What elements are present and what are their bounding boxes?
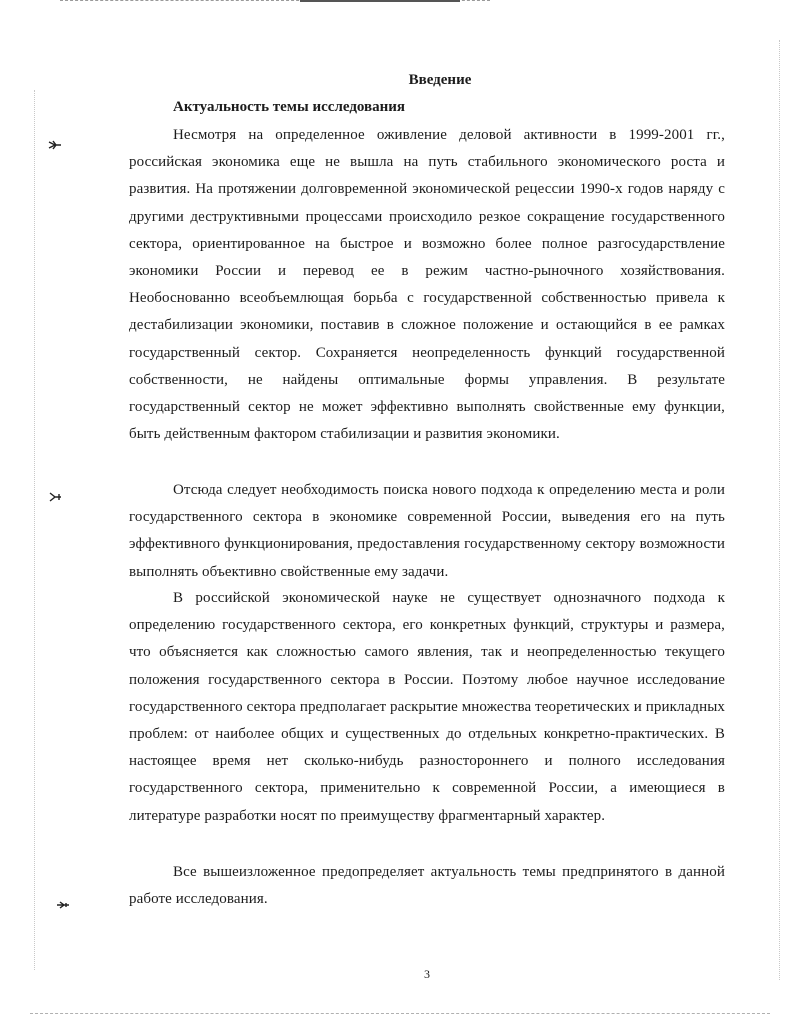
- paragraph-text: В российской экономической науке не существует однозначного подхода к определению государственного сектора, его конкретных функций, структуры и размера, что объясняется как сложностью самого явления, так и неопределенностью текущего положения государственного сектора в России. Поэтому любое научное исследование государственного сектора предполагает раскрытие множества теоретических и прикладных проблем: от наиболее общих и существенных до отдельных конкретно-практических. В настоящее время нет сколько-нибудь разностороннего и полного исследования государственного сектора, применительно к современной России, а имеющиеся в литературе разработки носят по преимуществу фрагментарный характер.: [129, 590, 725, 824]
- page-title: Введение: [408, 72, 472, 88]
- paragraph: [129, 859, 725, 913]
- section-heading: Актуальность темы исследования: [173, 99, 406, 115]
- paragraph-text: Отсюда следует необходимость поиска нового подхода к определению места и роли государственного сектора в экономике современной России, выведения его на путь эффективного функционирования, предоставления государственному сектору возможности выполнять объективно свойственные ему задачи.: [129, 482, 725, 580]
- paragraph: [129, 122, 725, 448]
- scan-artifact-bottom-line: [30, 1013, 770, 1014]
- paragraph: [129, 585, 725, 830]
- page-number: 3: [424, 967, 430, 981]
- paragraph: [129, 477, 725, 586]
- margin-mark-icon: [48, 492, 62, 502]
- paragraph-text: Несмотря на определенное оживление деловой активности в 1999-2001 гг., российская экономика еще не вышла на путь стабильного экономического роста и развития. На протяжении долговременной экономической рецессии 1990-х годов наряду с другими деструктивными процессами происходило резкое сокращение государственного сектора, ориентированное на быстрое и возможно более полное разгосударствление экономики России и перевод ее в режим частно-рыночного хозяйствования. Необоснованно всеобъемлющая борьба с государственной собственностью привела к дестабилизации экономики, поставив в сложное положение и остающийся в ее рамках государственный сектор. Сохраняется неопределенность функций государственной собственности, не найдены оптимальные формы управления. В результате государственный сектор не может эффективно выполнять свойственные ему функции, быть действенным фактором стабилизации и развития экономики.: [129, 127, 725, 443]
- paragraph-text: Все вышеизложенное предопределяет актуальность темы предпринятого в данной работе исследования.: [129, 864, 725, 908]
- scan-artifact-left-edge: [34, 90, 35, 970]
- margin-mark-icon: [56, 900, 70, 910]
- scan-artifact-right-edge: [779, 40, 780, 980]
- margin-mark-icon: [48, 140, 62, 150]
- scan-artifact-top-bar: [300, 0, 460, 2]
